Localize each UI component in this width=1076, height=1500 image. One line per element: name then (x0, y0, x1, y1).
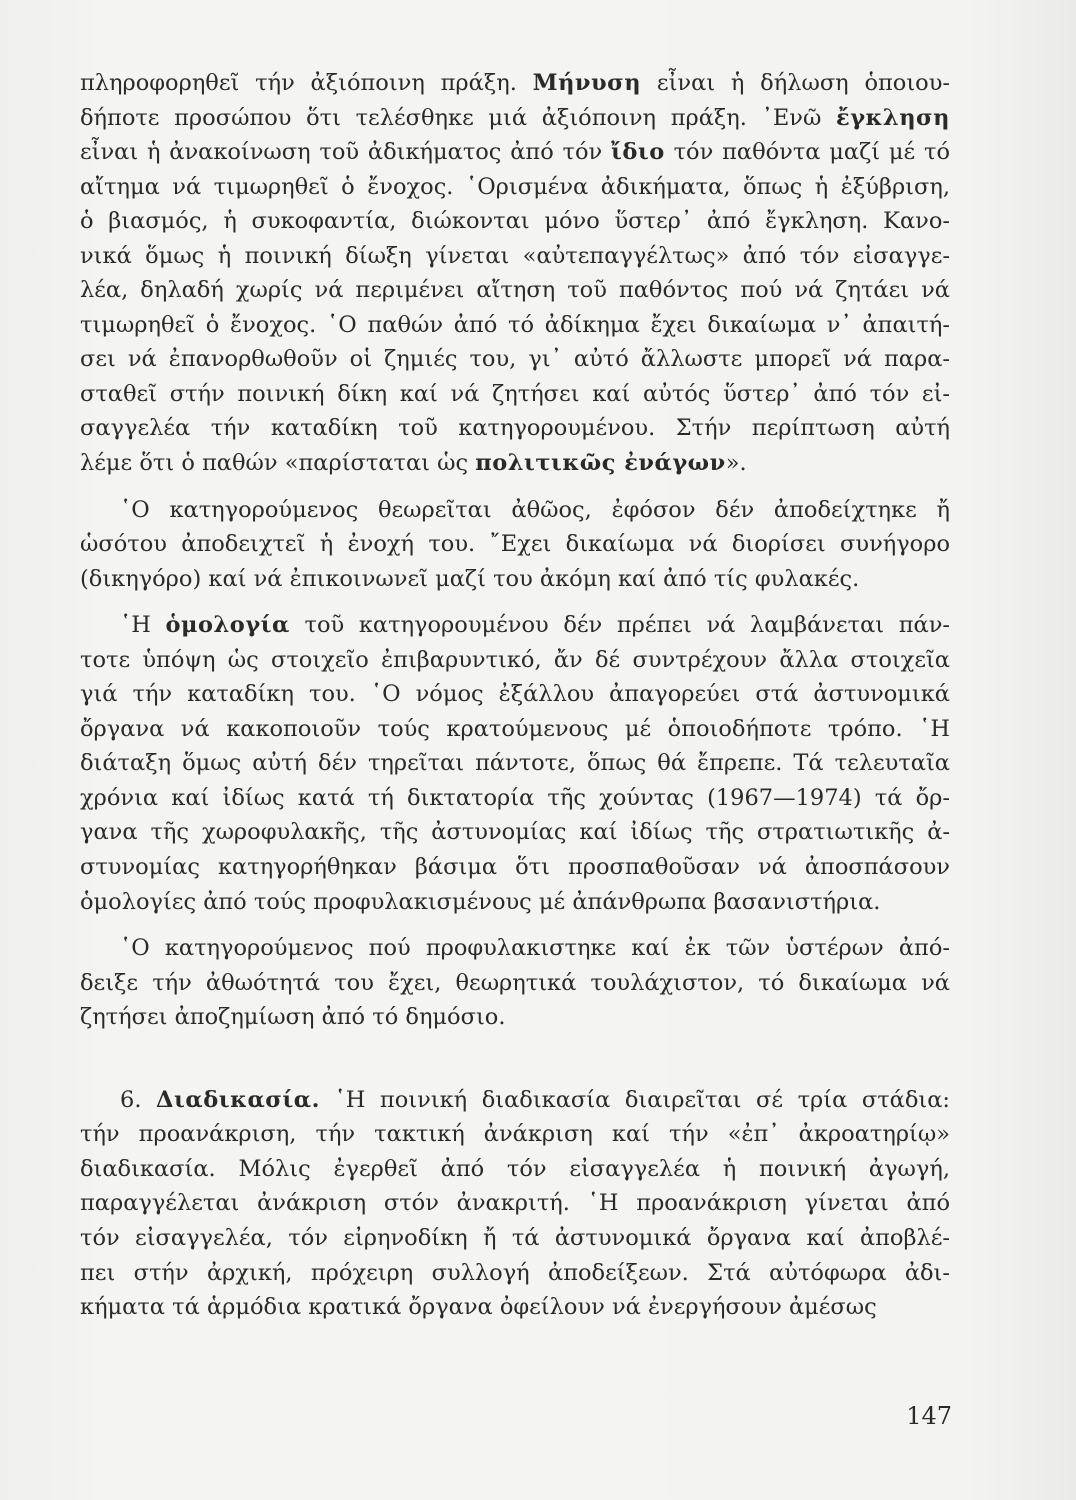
text-line (80, 643, 950, 678)
text-line (80, 885, 950, 920)
text-segment: διαδικασία. Μόλις ἐγερθεῖ ἀπό τόν εἰσαγγελέα ἡ ποινική ἀγωγή, (80, 1155, 950, 1182)
paragraph-gap (80, 1035, 950, 1083)
text-line (80, 677, 950, 712)
text-line (80, 1083, 950, 1118)
text-segment: πει στήν ἀρχική, πρόχειρη συλλογή ἀποδείξεων. Στά αὐτόφωρα ἀδι- (80, 1259, 950, 1286)
text-segment: πληροφορηθεῖ τήν ἀξιόποινη πράξη. (80, 70, 533, 96)
text-line (80, 308, 950, 343)
text-line (80, 377, 950, 412)
text-line (80, 815, 950, 850)
paragraph (80, 1083, 950, 1325)
text-segment: ζητήσει ἀποζημίωση ἀπό τό δημόσιο. (80, 1004, 506, 1031)
text-segment: δειξε τήν ἀθωότητά του ἔχει, θεωρητικά τουλάχιστον, τό δικαίωμα νά (80, 969, 950, 996)
text-line (80, 1221, 950, 1256)
text-line (80, 1152, 950, 1187)
paragraph-gap (80, 596, 950, 608)
text-segment: αἴτημα νά τιμωρηθεῖ ὁ ἔνοχος. ῾Ορισμένα ἀδικήματα, ὅπως ἡ ἐξύβριση, (80, 173, 950, 200)
bold-term: Μήνυση (532, 70, 642, 96)
text-segment: ῾Η ποινική διαδικασία διαιρεῖται σέ τρία στάδια: (319, 1086, 950, 1113)
text-segment: 6. (120, 1086, 157, 1113)
text-segment: τιμωρηθεῖ ὁ ἔνοχος. ῾Ο παθών ἀπό τό ἀδίκημα ἔχει δικαίωμα ν᾿ ἀπαιτή- (80, 311, 950, 338)
text-segment: δήποτε προσώπου ὅτι τελέσθηκε μιά ἀξιόποινη πράξη. ᾿Ενῶ (80, 104, 837, 131)
paragraph (80, 931, 950, 1035)
text-line (80, 411, 950, 446)
text-line (80, 493, 950, 528)
text-segment: ὁμολογίες ἀπό τούς προφυλακισμένους μέ ἀπάνθρωπα βασανιστήρια. (80, 888, 881, 915)
text-segment: ῾Η (120, 612, 166, 639)
text-segment: διάταξη ὅμως αὐτή δέν τηρεῖται πάντοτε, ὅπως θά ἔπρεπε. Τά τελευταῖα (80, 750, 950, 777)
paragraph-gap (80, 919, 950, 931)
paragraph (80, 66, 950, 481)
text-segment: σαγγελέα τήν καταδίκη τοῦ κατηγορουμένου. Στήν περίπτωση αὐτή (80, 415, 950, 442)
body-text (80, 66, 950, 1325)
text-segment: εἶναι ἡ ἀνακοίνωση τοῦ ἀδικήματος ἀπό τόν (80, 139, 612, 166)
text-line (80, 1117, 950, 1152)
text-line (80, 66, 950, 101)
text-line (80, 527, 950, 562)
text-segment: παραγγέλεται ἀνάκριση στόν ἀνακριτή. ῾Η προανάκριση γίνεται ἀπό (80, 1190, 950, 1217)
text-segment: τοῦ κατηγορουμένου δέν πρέπει νά λαμβάνεται πάν- (289, 612, 951, 639)
text-segment: ῾Ο κατηγορούμενος θεωρεῖται ἀθῶος, ἐφόσον δέν ἀποδείχτηκε ἤ (120, 496, 950, 523)
text-segment: τήν προανάκριση, τήν τακτική ἀνάκριση καί τήν «ἐπ᾿ ἀκροατηρίῳ» (80, 1121, 950, 1148)
text-line (80, 204, 950, 239)
text-line (80, 1290, 950, 1325)
text-segment: τόν εἰσαγγελέα, τόν εἰρηνοδίκη ἤ τά ἀστυνομικά ὄργανα καί ἀποβλέ- (80, 1224, 950, 1251)
text-segment: ». (725, 450, 747, 477)
text-segment: τόν παθόντα μαζί μέ τό (664, 139, 950, 166)
text-segment: ὁ βιασμός, ἡ συκοφαντία, διώκονται μόνο ὕστερ᾿ ἀπό ἔγκληση. Κανο- (80, 208, 950, 235)
bold-term: ἴδιο (611, 139, 665, 166)
text-segment: γανα τῆς χωροφυλακῆς, τῆς ἀστυνομίας καί ἰδίως τῆς στρατιωτικῆς ἀ- (80, 819, 950, 846)
text-segment: γιά τήν καταδίκη του. ῾Ο νόμος ἐξάλλου ἀπαγορεύει στά ἀστυνομικά (80, 681, 950, 708)
text-segment: λέα, δηλαδή χωρίς νά περιμένει αἴτηση τοῦ παθόντος πού νά ζητάει νά (80, 277, 950, 304)
text-segment: τοτε ὑπόψη ὡς στοιχεῖο ἐπιβαρυντικό, ἄν δέ συντρέχουν ἄλλα στοιχεῖα (80, 646, 950, 673)
page-number: 147 (906, 1402, 952, 1430)
bold-term: ὁμολογία (165, 612, 290, 639)
bold-term: Διαδικασία. (156, 1086, 320, 1113)
bold-term: ἔγκληση (836, 104, 950, 131)
bold-term: πολιτικῶς ἐνάγων (475, 450, 726, 477)
text-line (80, 781, 950, 816)
text-line (80, 101, 950, 136)
text-segment: κήματα τά ἁρμόδια κρατικά ὄργανα ὀφείλουν νά ἐνεργήσουν ἀμέσως (80, 1294, 877, 1321)
text-line (80, 1000, 950, 1035)
paragraph (80, 493, 950, 597)
text-line (80, 273, 950, 308)
text-segment: λέμε ὅτι ὁ παθών «παρίσταται ὡς (80, 450, 476, 477)
text-segment: ὡσότου ἀποδειχτεῖ ἡ ἐνοχή του. ῎Εχει δικαίωμα νά διορίσει συνήγορο (80, 531, 950, 558)
text-segment: χρόνια καί ἰδίως κατά τή δικτατορία τῆς χούντας (1967—1974) τά ὄρ- (80, 784, 950, 811)
text-line (80, 712, 950, 747)
text-segment: ὄργανα νά κακοποιοῦν τούς κρατούμενους μέ ὁποιοδήποτε τρόπο. ῾Η (80, 715, 950, 742)
paragraph-gap (80, 481, 950, 493)
text-line (80, 170, 950, 205)
text-line (80, 342, 950, 377)
text-segment: σταθεῖ στήν ποινική δίκη καί νά ζητήσει καί αὐτός ὕστερ᾿ ἀπό τόν εἰ- (80, 380, 950, 407)
text-line (80, 446, 950, 481)
text-segment: ῾Ο κατηγορούμενος πού προφυλακιστηκε καί ἐκ τῶν ὑστέρων ἀπό- (120, 935, 950, 962)
text-line (80, 931, 950, 966)
text-segment: (δικηγόρο) καί νά ἐπικοινωνεῖ μαζί του ἀκόμη καί ἀπό τίς φυλακές. (80, 565, 860, 592)
text-line (80, 608, 950, 643)
text-line (80, 966, 950, 1001)
text-line (80, 135, 950, 170)
text-line (80, 746, 950, 781)
text-segment: σει νά ἐπανορθωθοῦν οἱ ζημιές του, γι᾿ αὐτό ἄλλωστε μπορεῖ νά παρα- (80, 346, 950, 373)
text-segment: εἶναι ἡ δήλωση ὁποιου- (641, 70, 950, 96)
paragraph (80, 608, 950, 919)
text-segment: στυνομίας κατηγορήθηκαν βάσιμα ὅτι προσπαθοῦσαν νά ἀποσπάσουν (80, 854, 950, 881)
text-line (80, 239, 950, 274)
text-segment: νικά ὅμως ἡ ποινική δίωξη γίνεται «αὐτεπαγγέλτως» ἀπό τόν εἰσαγγε- (80, 242, 950, 269)
text-line (80, 1256, 950, 1291)
text-line (80, 850, 950, 885)
text-line (80, 1186, 950, 1221)
text-line (80, 562, 950, 597)
